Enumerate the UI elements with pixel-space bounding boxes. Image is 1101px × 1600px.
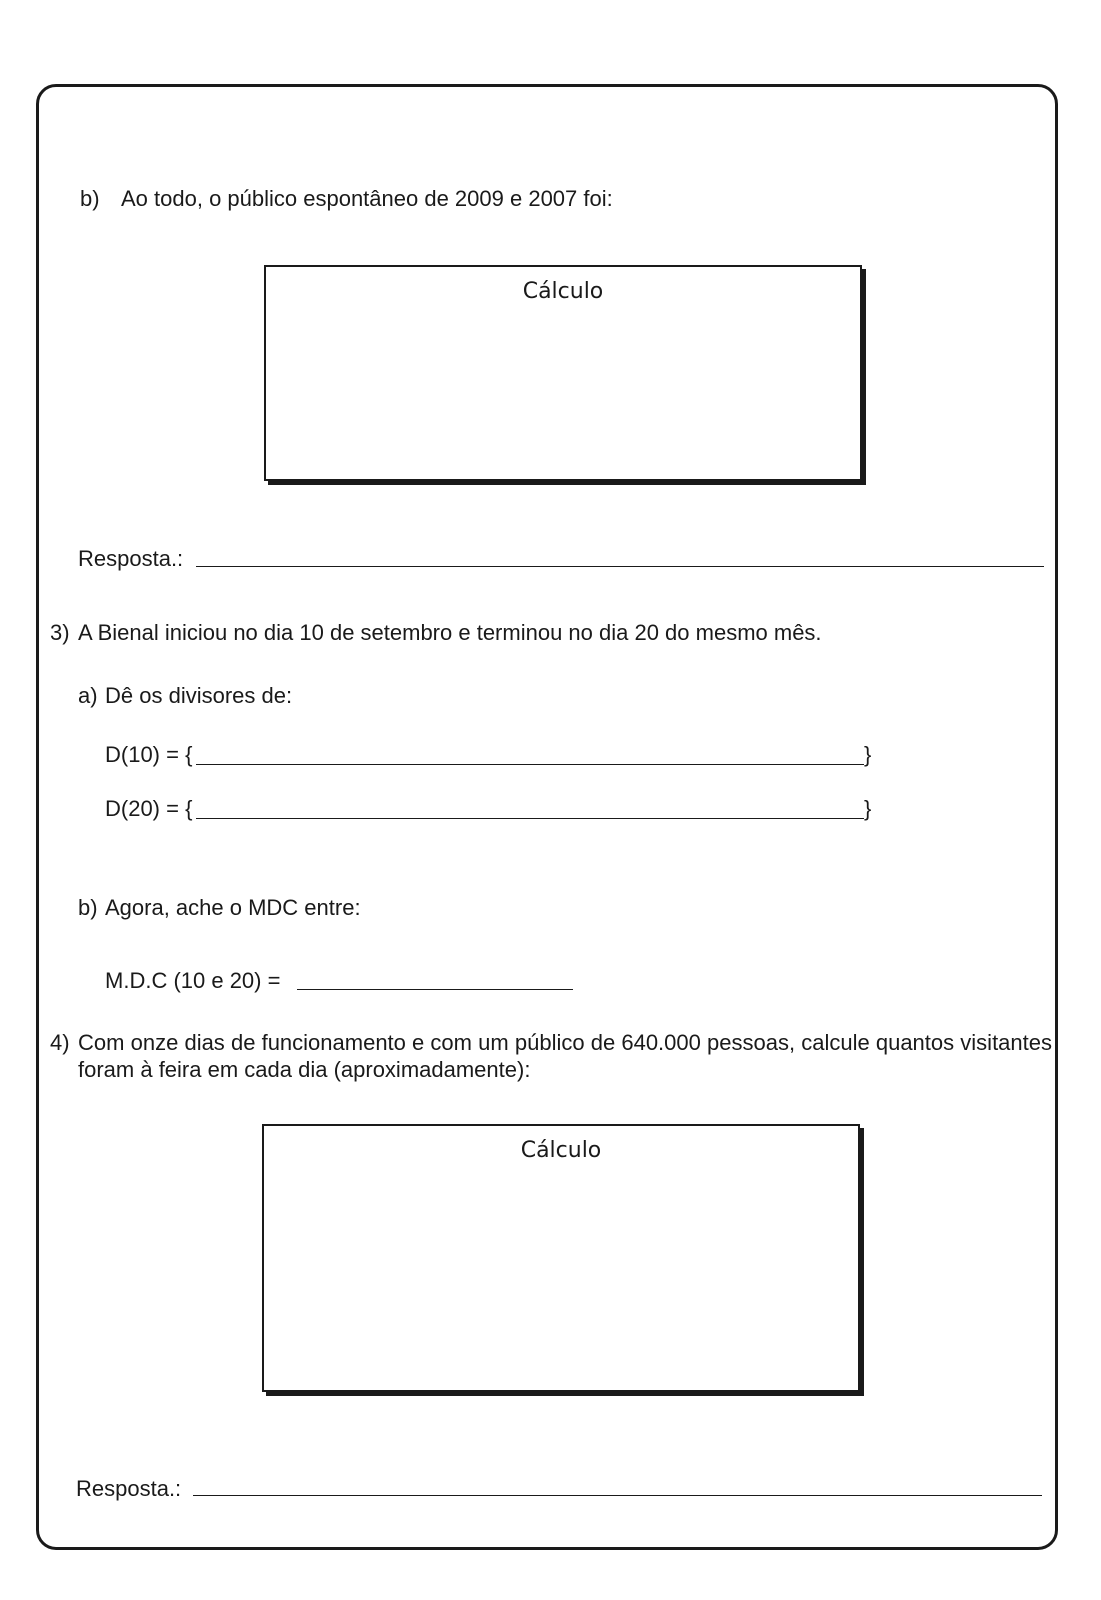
calculation-box-q4[interactable] [262, 1124, 860, 1392]
q4-number: 4) [50, 1030, 70, 1055]
d20-close-brace: } [864, 796, 872, 821]
q3a-text: Dê os divisores de: [105, 683, 293, 708]
mdc-answer-line[interactable] [297, 989, 573, 990]
d10-label: D(10) = { [105, 742, 193, 767]
q2b-text: Ao todo, o público espontâneo de 2009 e 2007 foi: [121, 186, 613, 211]
q4-text: Com onze dias de funcionamento e com um público de 640.000 pessoas, calcule quantos visitantes foram à feira em cada dia (aproximadamente): [78, 1030, 1052, 1082]
d10-answer-line[interactable] [196, 764, 864, 765]
calculation-box-title: Cálculo [520, 1138, 602, 1163]
q3b-text: Agora, ache o MDC entre: [105, 895, 361, 920]
q3a-label: a) [78, 683, 98, 708]
q2b-label: b) [80, 186, 100, 211]
answer-label-q2b: Resposta.: [78, 546, 184, 571]
answer-label-q4: Resposta.: [76, 1476, 182, 1501]
answer-line-q4[interactable] [193, 1495, 1042, 1496]
d10-close-brace: } [864, 742, 872, 767]
q3-number: 3) [50, 620, 70, 645]
mdc-label: M.D.C (10 e 20) = [105, 968, 281, 993]
answer-line-q2b[interactable] [196, 566, 1044, 567]
q3b-label: b) [78, 895, 98, 920]
calculation-box-title: Cálculo [522, 279, 604, 304]
d20-answer-line[interactable] [196, 818, 864, 819]
q3-text: A Bienal iniciou no dia 10 de setembro e terminou no dia 20 do mesmo mês. [78, 620, 822, 645]
d20-label: D(20) = { [105, 796, 193, 821]
calculation-box-q2b[interactable] [264, 265, 862, 481]
